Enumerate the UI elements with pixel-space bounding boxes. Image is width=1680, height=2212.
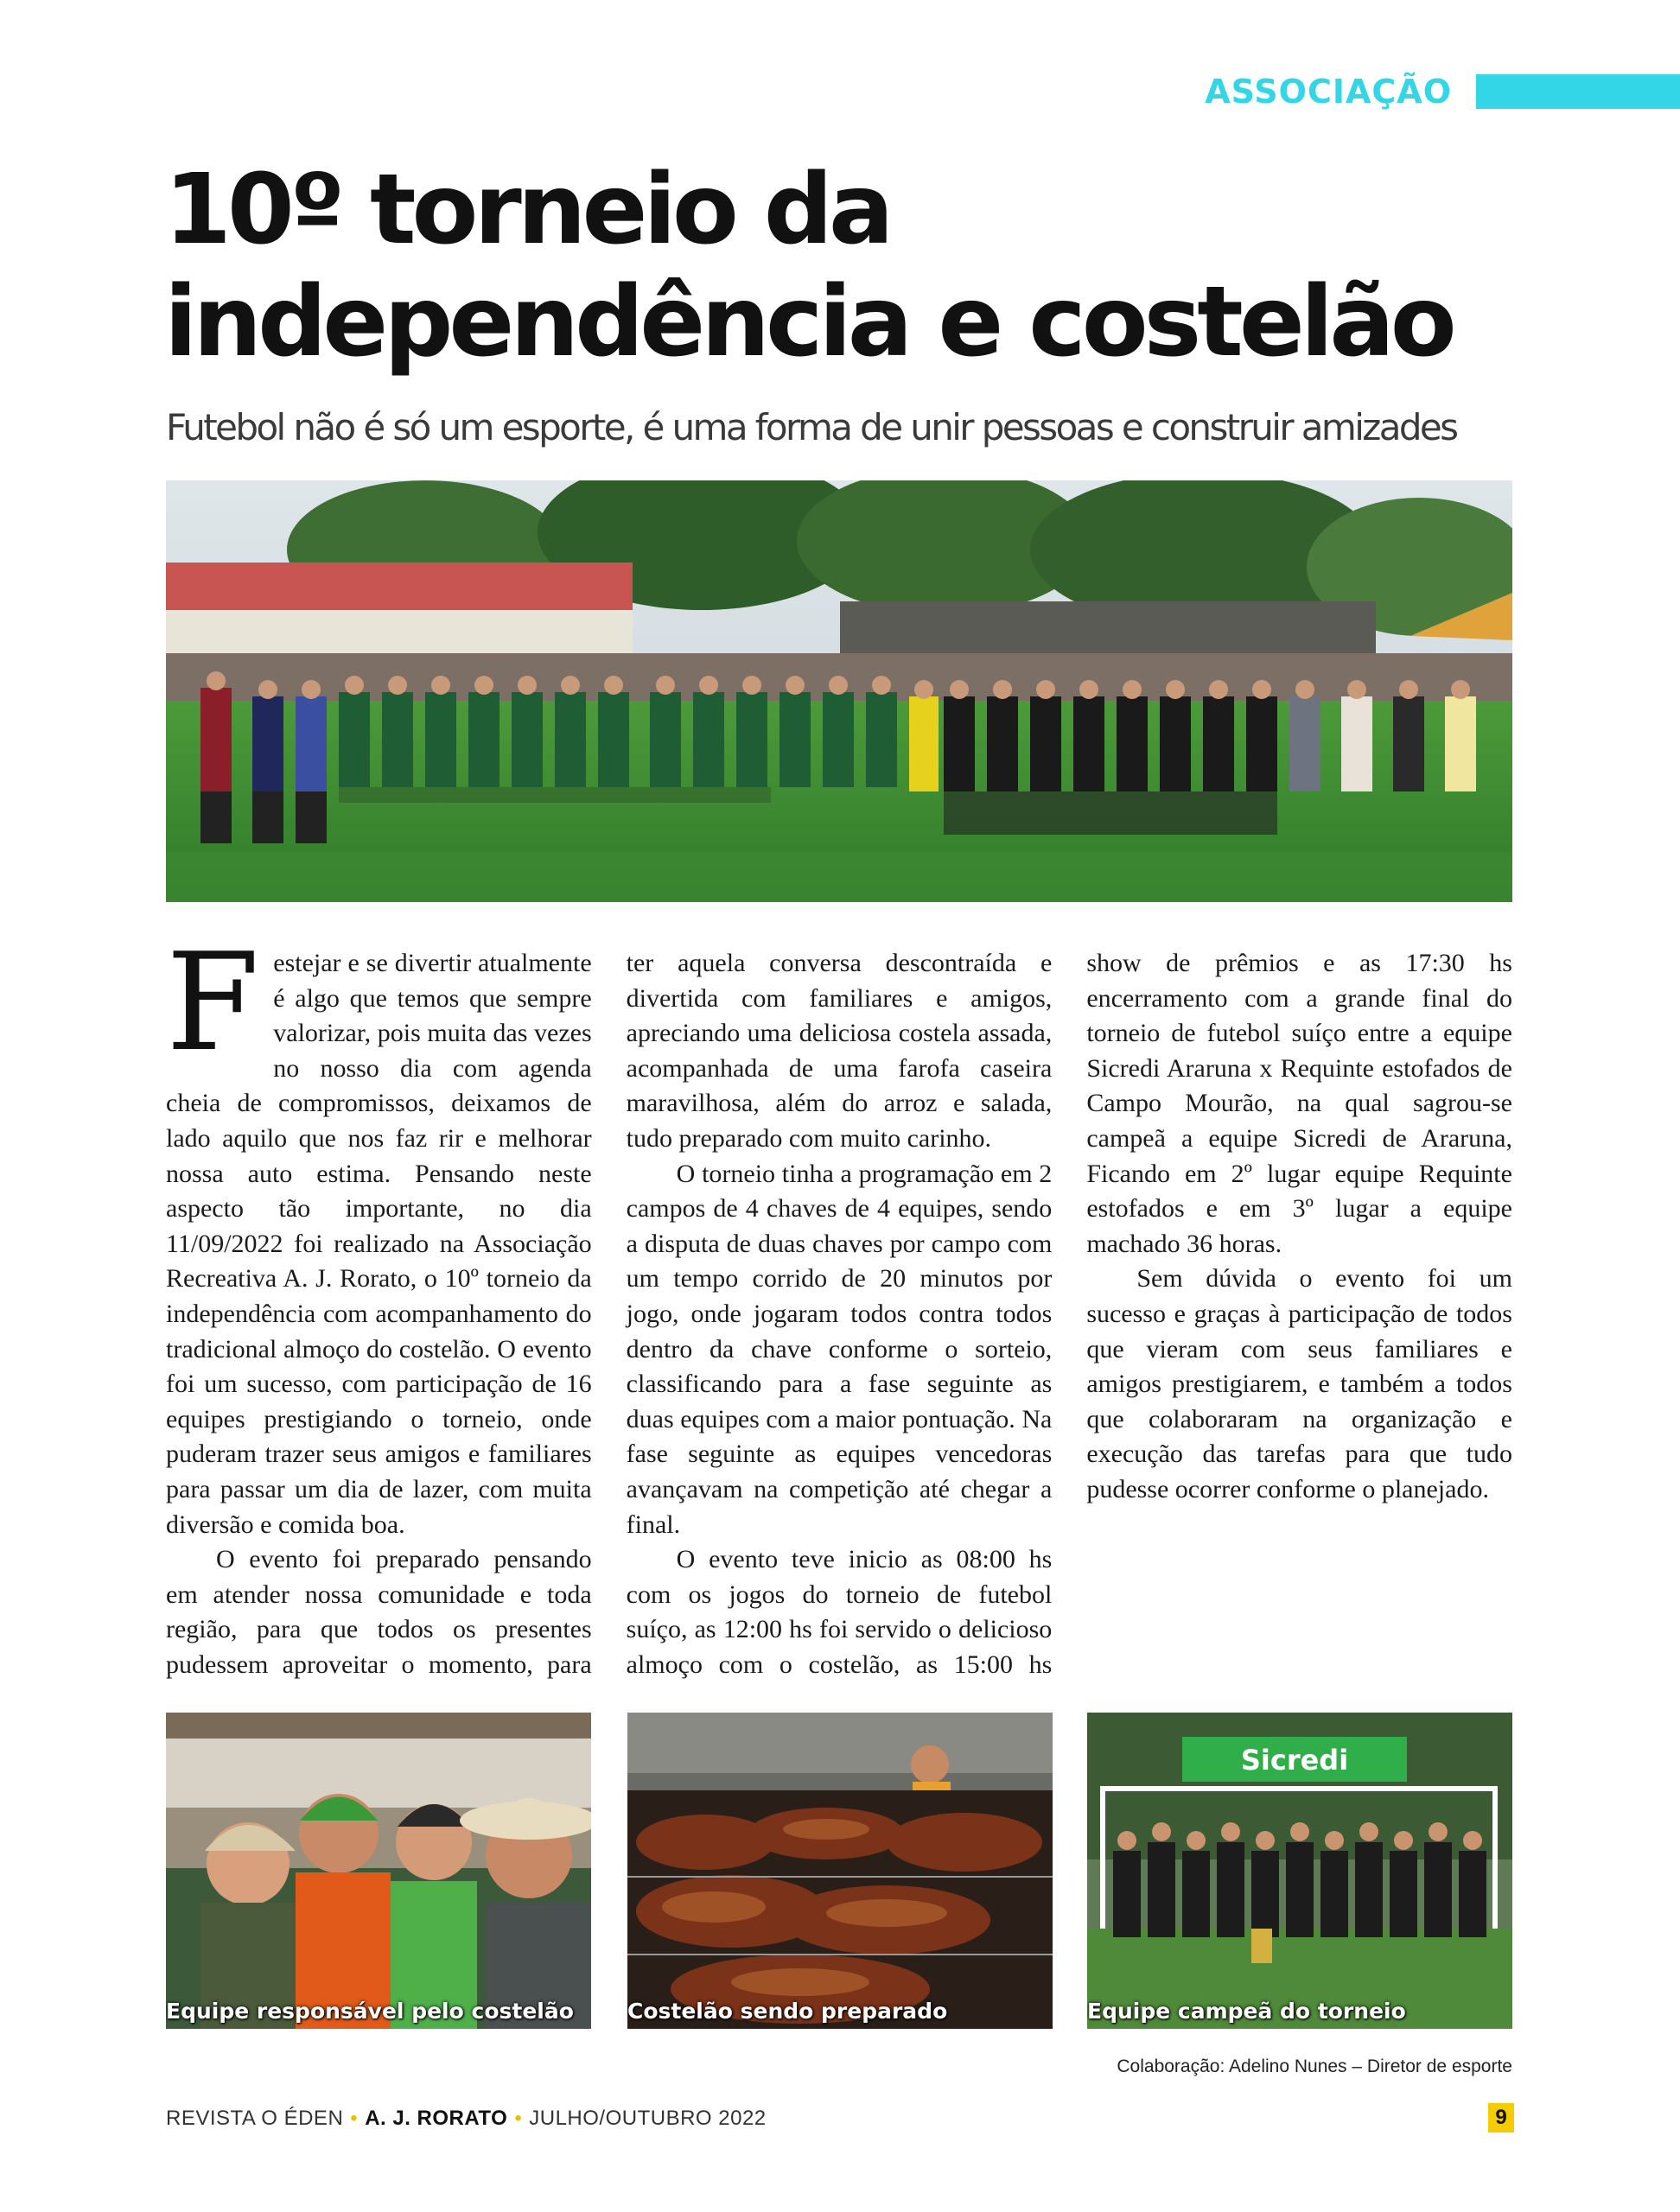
- page-footer: [166, 2107, 767, 2131]
- footer-separator: •: [350, 2107, 359, 2130]
- article-paragraph-4: O evento teve inicio as 08:00 hs com os jogos do torneio de futebol suíço, as 12:00 hs foi servido o delicioso almoço com o costelão, as 15:00 hs show de prêmios e as 17:30 hs encerramento com a grande final do torneio de futebol suíço entre a equipe Sicredi Araruna x Requinte estofados de Campo Mourão, na qual sagrou-se campeã a equipe Sicredi de Araruna, Ficando em 2º lugar equipe Requinte estofados e em 3º lugar a equipe machado 36 horas.: [626, 949, 1512, 1679]
- article-title: 10º torneio da independência e costelão: [164, 154, 1453, 378]
- sicredi-banner-text: Sicredi: [1240, 1744, 1349, 1777]
- magazine-name: REVISTA O ÉDEN: [166, 2107, 344, 2130]
- ribs-grill-photo: [627, 1713, 1053, 2029]
- paragraph-1-text: estejar e se divertir atualmente é algo que temos que sempre valorizar, pois muita das vezes no nosso dia com agenda cheia de compromissos, deixamos de lado aquilo que nos faz rir e melhorar nossa auto estima. Pensando neste aspecto tão importante, no dia 11/09/2022 foi realizado na Associação Recreativa A. J. Rorato, o 10º torneio da independência com acompanhamento do tradicional almoço do costelão. O evento foi um sucesso, com participação de 16 equipes prestigiando o torneio, onde puderam trazer seus amigos e familiares para passar um dia de lazer, com muita diversão e comida boa.: [166, 949, 592, 1539]
- brand-name: A. J. RORATO: [365, 2107, 508, 2130]
- team-lineup-photo: [166, 480, 1512, 902]
- champion-team-photo: [1087, 1713, 1512, 2029]
- photo-caption: Equipe campeã do torneio: [1087, 1999, 1406, 2024]
- article-paragraph-5: Sem dúvida o evento foi um sucesso e graças à participação de todos que vieram com seus familiares e amigos prestigiarem, e também a todos que colaboraram na organização e execução das tarefas para que tudo pudesse ocorrer conforme o planejado.: [1086, 1264, 1512, 1503]
- issue-date: JULHO/OUTUBRO 2022: [529, 2107, 767, 2130]
- article-paragraph-2: O evento foi preparado pensando em atender nossa comunidade e toda região, para que todos os presentes pudessem aproveitar o momento, para ter aquela conversa descontraída e divertida com familiares e amigos, apreciando uma deliciosa costela assada, acompanhada de uma farofa caseira maravilhosa, além do arroz e salada, tudo preparado com muito carinho.: [166, 949, 1053, 1679]
- footer-separator: •: [514, 2107, 523, 2130]
- photo-credit: Colaboração: Adelino Nunes – Diretor de esporte: [1117, 2056, 1512, 2076]
- article-paragraph-3: O torneio tinha a programação em 2 campos de 4 chaves de 4 equipes, sendo a disputa de duas chaves por campo com um tempo corrido de 20 minutos por jogo, onde jogaram todos contra todos dentro da chave conforme o sorteio, classificando para a fase seguinte as duas equipes com a maior pontuação. Na fase seguinte as equipes vencedoras avançavam na competição até chegar a final.: [626, 1159, 1053, 1539]
- section-label: ASSOCIAÇÃO: [1205, 73, 1452, 111]
- page-number: 9: [1488, 2103, 1514, 2133]
- photo-caption: Costelão sendo preparado: [627, 1999, 948, 2024]
- photo-caption: Equipe responsável pelo costelão: [166, 1999, 574, 2024]
- section-accent-bar: [1476, 74, 1680, 109]
- cooking-team-photo: [166, 1713, 591, 2029]
- article-body: [166, 924, 1512, 1689]
- article-paragraph-1: [166, 924, 592, 1542]
- dropcap: F: [166, 924, 260, 1081]
- article-subtitle: Futebol não é só um esporte, é uma forma de unir pessoas e construir amizades: [166, 406, 1457, 448]
